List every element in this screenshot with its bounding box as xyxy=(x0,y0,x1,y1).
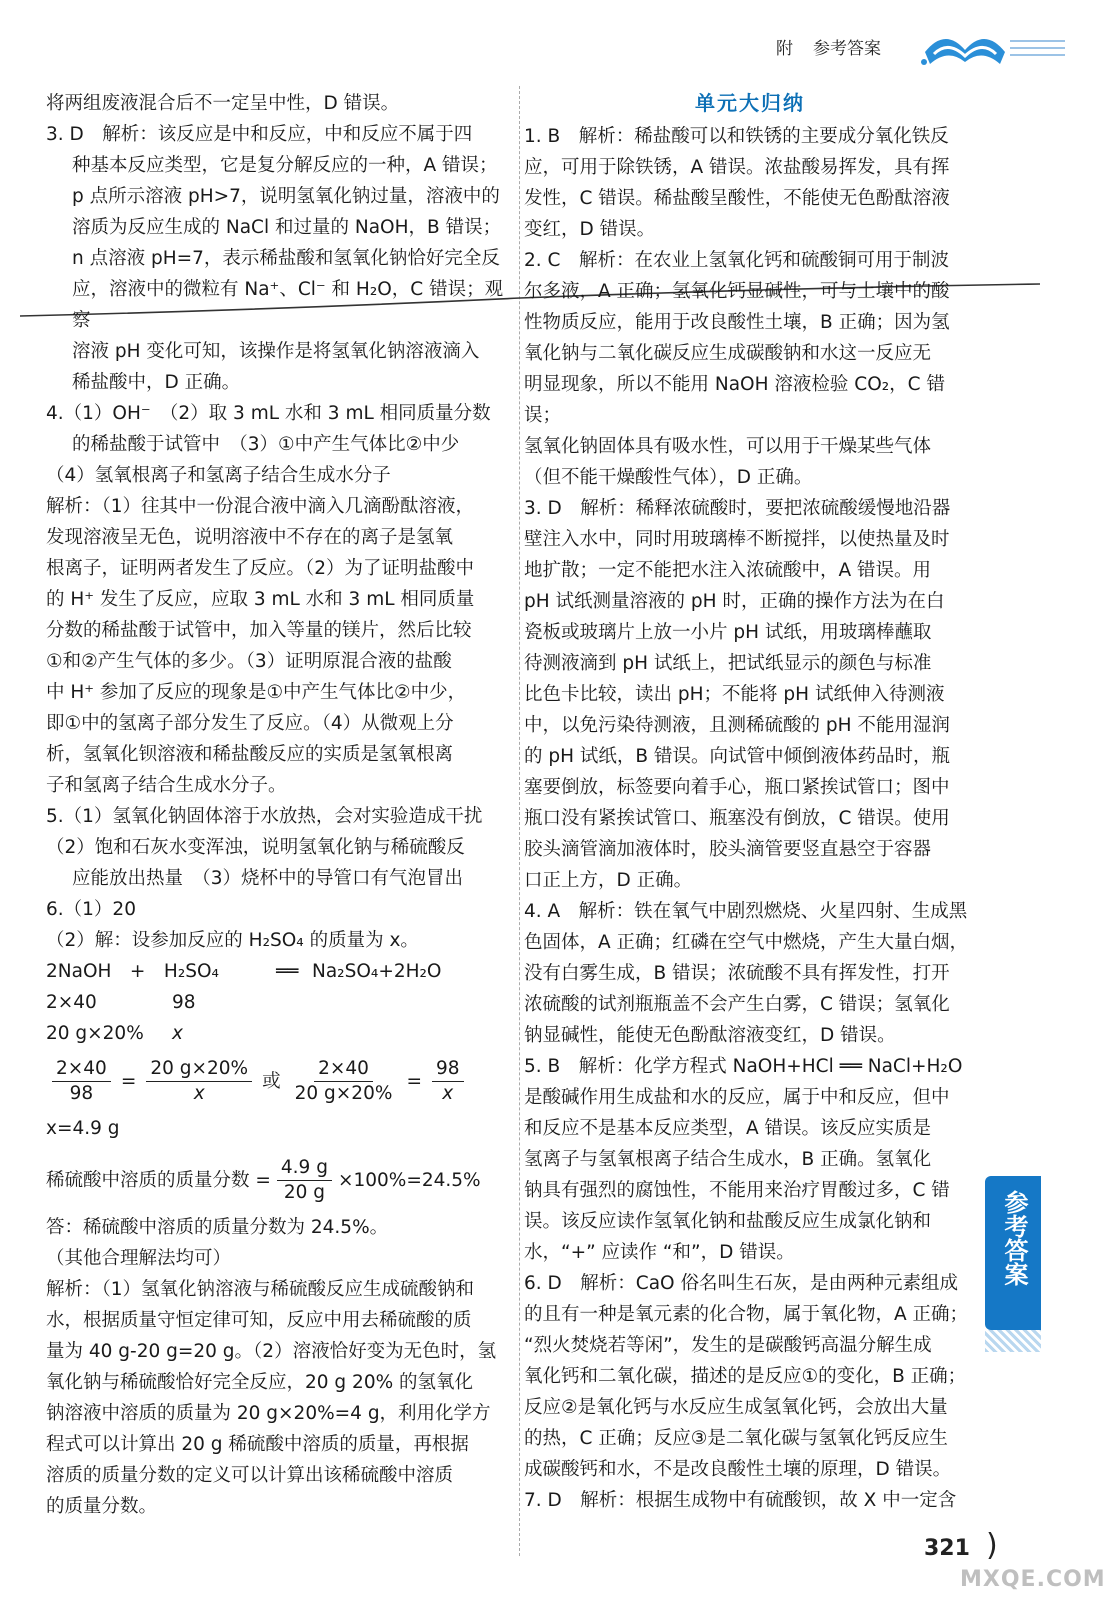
equation-right: Na₂SO₄+2H₂O xyxy=(312,961,442,982)
text-line: （其他合理解法均可） xyxy=(46,1248,232,1269)
text-line: 6.（1）20 xyxy=(46,899,136,920)
text-line: 钠溶液中溶质的质量为 20 g×20%=4 g，利用化学方 xyxy=(46,1403,491,1424)
text-line: 的且有一种是氧元素的化合物，属于氧化物，A 正确； xyxy=(524,1304,969,1325)
text-line: 水，根据质量守恒定律可知，反应中用去稀硫酸的质 xyxy=(46,1310,472,1331)
side-tab-answers[interactable] xyxy=(985,1176,1041,1330)
text-line: 4. A 解析：铁在氧气中剧烈燃烧、火星四射、生成黑 xyxy=(524,901,968,922)
text-line: 量为 40 g-20 g=20 g。（2）溶液恰好变为无色时，氢 xyxy=(46,1341,497,1362)
text-line: 口正上方，D 正确。 xyxy=(524,870,693,891)
proportion-equation: $\frac{2\times 40}{98}$ = $\frac{20 g\times 20\%}{x}$ 或 $\frac{2\times 40}{20 g\times 20\%}$ = $\frac{98}{x}$ xyxy=(46,1053,508,1109)
text-line: 胶头滴管滴加液体时，胶头滴管要竖直悬空于容器 xyxy=(524,839,932,860)
ratio-cell: 2×40 xyxy=(46,992,97,1013)
text-line: 分数的稀盐酸于试管中，加入等量的镁片，然后比较 xyxy=(46,620,472,641)
text-line: 瓶口没有紧挨试管口、瓶塞没有倒放，C 错误。使用 xyxy=(524,808,950,829)
text-line: 瓷板或玻璃片上放一小片 pH 试纸，用玻璃棒蘸取 xyxy=(524,622,932,643)
text-line: 应能放出热量 （3）烧杯中的导管口有气泡冒出 xyxy=(72,868,464,889)
text-line: 溶质为反应生成的 NaCl 和过量的 NaOH，B 错误； xyxy=(72,217,502,238)
fraction: $\frac{98}{x}$ xyxy=(432,1057,464,1106)
watermark xyxy=(960,1482,1106,1592)
text-line: 的质量分数。 xyxy=(46,1496,158,1517)
text-line: 壁注入水中，同时用玻璃棒不断搅拌，以使热量及时 xyxy=(524,529,950,550)
text-line: 6. D 解析：CaO 俗名叫生石灰，是由两种元素组成 xyxy=(524,1273,958,1294)
section-title: 单元大归纳 xyxy=(695,91,805,115)
text-line: 应，可用于除铁锈，A 错误。浓盐酸易挥发，具有挥 xyxy=(524,157,950,178)
answer-1 xyxy=(524,121,976,245)
answer-5-right xyxy=(524,1051,976,1268)
answer-3 xyxy=(46,119,508,398)
text-line: ①和②产生气体的多少。（3）证明原混合液的盐酸 xyxy=(46,651,452,672)
text-line: 即①中的氢离子部分发生了反应。（4）从微观上分 xyxy=(46,713,454,734)
header-title xyxy=(776,34,881,59)
text-line: 发性，C 错误。稀盐酸呈酸性，不能使无色酚酞溶液 xyxy=(524,188,950,209)
text-line: 是酸碱作用生成盐和水的反应，属于中和反应，但中 xyxy=(524,1087,950,1108)
text-line: （2）解：设参加反应的 H₂SO₄ 的质量为 x。 xyxy=(46,930,419,951)
text-line: 溶液 pH 变化可知，该操作是将氢氧化钠溶液滴入 xyxy=(72,341,480,362)
ratio-cell: 98 xyxy=(172,992,196,1013)
text-line: 和反应不是基本反应类型，A 错误。该反应实质是 xyxy=(524,1118,932,1139)
text-line: x=4.9 g xyxy=(46,1118,120,1139)
text-line: 待测液滴到 pH 试纸上，把试纸显示的颜色与标准 xyxy=(524,653,932,674)
answer-4 xyxy=(46,398,508,801)
text-line: 根离子，证明两者发生了反应。（2）为了证明盐酸中 xyxy=(46,558,475,579)
text-line: 中 H⁺ 参加了反应的现象是①中产生气体比②中少， xyxy=(46,682,467,703)
text-line: p 点所示溶液 pH>7，说明氢氧化钠过量，溶液中的 xyxy=(72,186,500,207)
text-line: 色固体，A 正确；红磷在空气中燃烧，产生大量白烟， xyxy=(524,932,969,953)
answer-3-right xyxy=(524,493,976,896)
text-line: 氢氧化钠固体具有吸水性，可以用于干燥某些气体 xyxy=(524,436,932,457)
text-line: 水，“+” 应读作 “和”，D 错误。 xyxy=(524,1242,795,1263)
text-line: 子和氢离子结合生成水分子。 xyxy=(46,775,287,796)
text-line: “烈火焚烧若等闲”，发生的是碳酸钙高温分解生成 xyxy=(524,1335,932,1356)
text-line: 解析：（1）氢氧化钠溶液与稀硫酸反应生成硫酸钠和 xyxy=(46,1279,475,1300)
page-header xyxy=(0,0,1075,80)
text-line: 的 H⁺ 发生了反应，应取 3 mL 水和 3 mL 相同质量 xyxy=(46,589,475,610)
text-line: 1. B 解析：稀盐酸可以和铁锈的主要成分氧化铁反 xyxy=(524,126,949,147)
fraction: $\frac{2\times 40}{98}$ xyxy=(52,1057,111,1106)
header-line xyxy=(1010,47,1065,49)
text-line: 2. C 解析：在农业上氢氧化钙和硫酸铜可用于制波 xyxy=(524,250,949,271)
text-line: （2）饱和石灰水变浑浊，说明氢氧化钠与稀硫酸反 xyxy=(46,837,465,858)
answer-5 xyxy=(46,801,508,894)
equation-arrow: ══ xyxy=(276,961,299,982)
text-line: 3. D 解析：稀释浓硫酸时，要把浓硫酸缓慢地沿器 xyxy=(524,498,951,519)
answer-6-right xyxy=(524,1268,976,1485)
text-line: 比色卡比较，读出 pH；不能将 pH 试纸伸入待测液 xyxy=(524,684,945,705)
text-line: 应，溶液中的微粒有 Na⁺、Cl⁻ 和 H₂O，C 错误；观察 xyxy=(72,279,504,331)
header-line xyxy=(1010,54,1065,56)
text-line: 中，以免污染待测液，且测稀硫酸的 pH 不能用湿润 xyxy=(524,715,950,736)
text-line: 将两组废液混合后不一定呈中性，D 错误。 xyxy=(46,93,400,114)
answer-2 xyxy=(524,245,976,493)
text-line: 地扩散；一定不能把水注入浓硫酸中，A 错误。用 xyxy=(524,560,932,581)
side-tab-label: 参考答案 xyxy=(1000,1190,1028,1286)
text-line: 溶质的质量分数的定义可以计算出该稀硫酸中溶质 xyxy=(46,1465,454,1486)
fraction: $\frac{2\times 40}{20 g\times 20\%}$ xyxy=(294,1057,393,1104)
ratio-cell: 20 g×20% xyxy=(46,1023,144,1044)
watermark-text: MXQE.COM xyxy=(960,1567,1106,1592)
text-line: 发现溶液呈无色，说明溶液中不存在的离子是氢氧 xyxy=(46,527,454,548)
answer-4-right xyxy=(524,896,976,1051)
header-appendix: 附 xyxy=(776,39,793,59)
text-line: 的热，C 正确；反应③是二氧化碳与氢氧化钙反应生 xyxy=(524,1428,948,1449)
text-line: 成碳酸钙和水，不是改良酸性土壤的原理，D 错误。 xyxy=(524,1459,952,1480)
page-bracket-icon: ) xyxy=(986,1528,998,1563)
text-line: 解析：（1）往其中一份混合液中滴入几滴酚酞溶液， xyxy=(46,496,475,517)
header-line xyxy=(1010,40,1065,42)
column-divider xyxy=(519,86,520,1556)
ratio-row xyxy=(46,1018,508,1049)
text-line: 氧化钙和二氧化碳，描述的是反应①的变化，B 正确； xyxy=(524,1366,967,1387)
text-line: 7. D 解析：根据生成物中有硫酸钡，故 X 中一定含 xyxy=(524,1490,957,1511)
text-line: 4.（1）OH⁻ （2）取 3 mL 水和 3 mL 相同质量分数 xyxy=(46,403,491,424)
equation-left: 2NaOH + H₂SO₄ xyxy=(46,961,219,982)
text-line: 5.（1）氢氧化钠固体溶于水放热，会对实验造成干扰 xyxy=(46,806,483,827)
text-line: 误。该反应读作氢氧化钠和盐酸反应生成氯化钠和 xyxy=(524,1211,932,1232)
text-line: 明显现象，所以不能用 NaOH 溶液检验 CO₂，C 错误； xyxy=(524,374,945,426)
text-line: 钠具有强烈的腐蚀性，不能用来治疗胃酸过多，C 错 xyxy=(524,1180,950,1201)
ratio-row xyxy=(46,987,508,1018)
text-line: n 点溶液 pH=7，表示稀盐酸和氢氧化钠恰好完全反 xyxy=(72,248,500,269)
text-line: 氧化钠与稀硫酸恰好完全反应，20 g 20% 的氢氧化 xyxy=(46,1372,474,1393)
text-line: 程式可以计算出 20 g 稀硫酸中溶质的质量，再根据 xyxy=(46,1434,469,1455)
text-line: 3. D 解析：该反应是中和反应，中和反应不属于四 xyxy=(46,124,473,145)
text-line: 的稀盐酸于试管中 （3）①中产生气体比②中少 xyxy=(72,434,460,455)
text-line: 变红，D 错误。 xyxy=(524,219,656,240)
text-line: （但不能干燥酸性气体），D 正确。 xyxy=(524,467,813,488)
header-answers: 参考答案 xyxy=(813,39,881,59)
page-number: 321 xyxy=(924,1536,970,1561)
text-line: 钠显碱性，能使无色酚酞溶液变红，D 错误。 xyxy=(524,1025,896,1046)
ratio-cell: x xyxy=(172,1023,183,1044)
text-line: 反应②是氧化钙与水反应生成氢氧化钙，会放出大量 xyxy=(524,1397,948,1418)
text-line: 的 pH 试纸，B 错误。向试管中倾倒液体药品时，瓶 xyxy=(524,746,950,767)
left-column xyxy=(46,88,508,1522)
text-line: （4）氢氧根离子和氢离子结合生成水分子 xyxy=(46,465,391,486)
book-logo-icon xyxy=(920,22,1010,72)
text-line: 答：稀硫酸中溶质的质量分数为 24.5%。 xyxy=(46,1217,389,1238)
text-line: 种基本反应类型，它是复分解反应的一种，A 错误； xyxy=(72,155,498,176)
answer-6 xyxy=(46,894,508,1522)
text-line: 浓硫酸的试剂瓶瓶盖不会产生白雾，C 错误；氢氧化 xyxy=(524,994,950,1015)
chemical-equation xyxy=(46,956,508,987)
text-line: 析，氢氧化钡溶液和稀盐酸反应的实质是氢氧根离 xyxy=(46,744,454,765)
text-line: 性物质反应，能用于改良酸性土壤，B 正确；因为氢 xyxy=(524,312,950,333)
fraction: $\frac{4.9 g}{20 g}$ xyxy=(277,1156,332,1205)
fraction: $\frac{20 g\times 20\%}{x}$ xyxy=(146,1057,252,1106)
text-line: 氧化钠与二氧化碳反应生成碳酸钠和水这一反应无 xyxy=(524,343,932,364)
right-column xyxy=(524,88,976,1516)
text-line: 5. B 解析：化学方程式 NaOH+HCl ══ NaCl+H₂O xyxy=(524,1056,963,1077)
text-line: 稀盐酸中，D 正确。 xyxy=(72,372,241,393)
mass-fraction-equation: 稀硫酸中溶质的质量分数 = $\frac{4.9 g}{20 g}$ ×100%=24.5% xyxy=(46,1156,481,1203)
text-line: 塞要倒放，标签要向着手心，瓶口紧挨试管口；图中 xyxy=(524,777,950,798)
side-tab-stripes xyxy=(985,1330,1041,1352)
text-line: 没有白雾生成，B 错误；浓硫酸不具有挥发性，打开 xyxy=(524,963,950,984)
text-line: 尔多液，A 正确；氢氧化钙显碱性，可与土壤中的酸 xyxy=(524,281,950,302)
text-line: 氢离子与氢氧根离子结合生成水，B 正确。氢氧化 xyxy=(524,1149,932,1170)
text-line: pH 试纸测量溶液的 pH 时，正确的操作方法为在白 xyxy=(524,591,945,612)
